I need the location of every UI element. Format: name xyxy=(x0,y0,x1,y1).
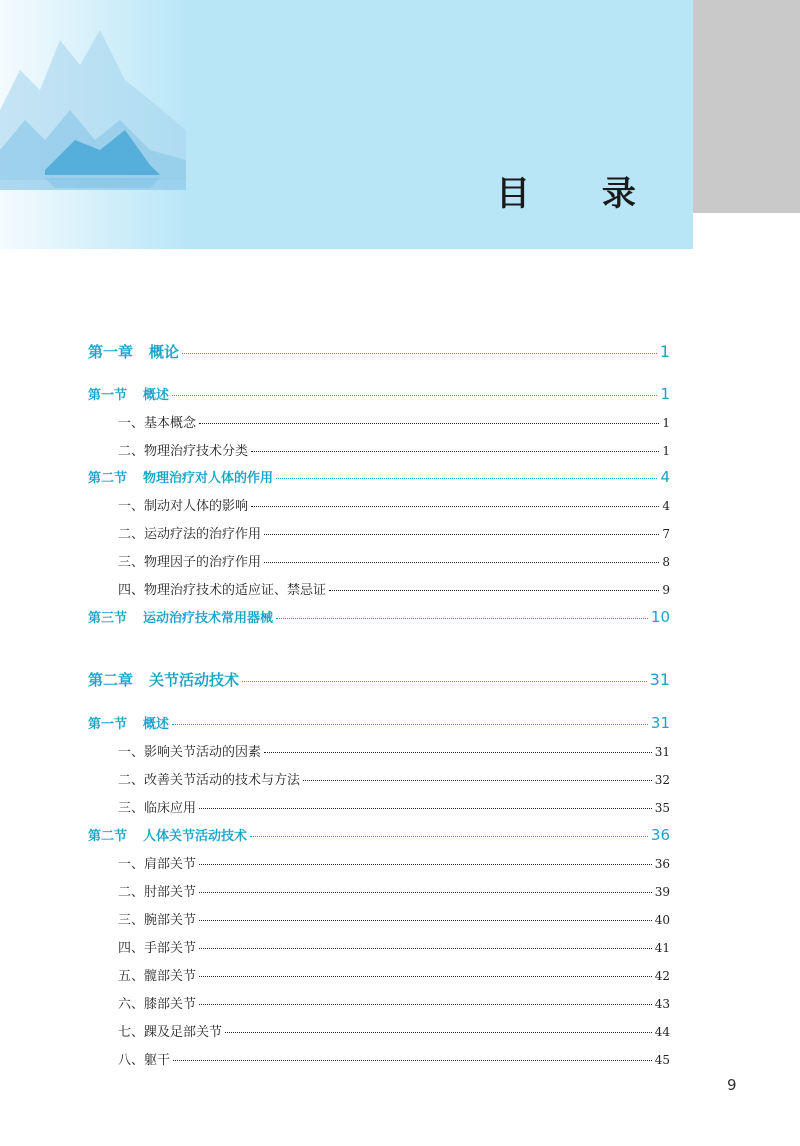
page-ref: 8 xyxy=(662,555,670,569)
page-ref: 40 xyxy=(654,913,670,927)
item-title: 七、踝及足部关节 xyxy=(118,1025,223,1040)
dot-leader xyxy=(250,836,648,837)
toc-item[interactable] xyxy=(118,741,670,760)
page-ref: 1 xyxy=(659,342,670,361)
page-ref: 4 xyxy=(662,499,670,513)
item-title: 二、物理治疗技术分类 xyxy=(118,444,249,459)
section-title: 运动治疗技术常用器械 xyxy=(143,611,274,626)
page-title: 目 录 xyxy=(496,174,666,214)
item-title: 五、髋部关节 xyxy=(118,969,197,984)
page-number: 9 xyxy=(727,1076,737,1094)
toc-item[interactable] xyxy=(118,881,670,900)
chapter-number: 第二章 xyxy=(88,671,134,689)
page-ref: 36 xyxy=(654,857,670,871)
toc-chapter-1[interactable] xyxy=(88,341,670,362)
item-title: 八、躯干 xyxy=(118,1053,171,1068)
toc-item[interactable] xyxy=(118,797,670,816)
toc-section-2-2[interactable] xyxy=(88,825,670,844)
toc-item[interactable] xyxy=(118,440,670,459)
chapter-number: 第一章 xyxy=(88,343,134,361)
page-ref: 1 xyxy=(662,444,670,458)
page-ref: 45 xyxy=(654,1053,670,1067)
page-ref: 43 xyxy=(654,997,670,1011)
dot-leader xyxy=(199,423,659,424)
page-ref: 31 xyxy=(649,670,670,689)
item-title: 六、膝部关节 xyxy=(118,997,197,1012)
section-title: 人体关节活动技术 xyxy=(143,829,248,844)
dot-leader xyxy=(276,478,657,479)
page-ref: 39 xyxy=(654,885,670,899)
item-title: 一、肩部关节 xyxy=(118,857,197,872)
item-title: 二、改善关节活动的技术与方法 xyxy=(118,773,301,788)
dot-leader xyxy=(251,506,659,507)
toc-section-1-2[interactable] xyxy=(88,467,670,486)
dot-leader xyxy=(172,724,648,725)
page-ref: 4 xyxy=(660,468,670,486)
dot-leader xyxy=(225,1032,652,1033)
section-number: 第二节 xyxy=(88,829,128,844)
section-title: 概述 xyxy=(143,388,170,403)
page-ref: 41 xyxy=(654,941,670,955)
item-title: 一、制动对人体的影响 xyxy=(118,499,249,514)
toc-item[interactable] xyxy=(118,909,670,928)
toc-section-1-1[interactable] xyxy=(88,384,670,403)
toc-item[interactable] xyxy=(118,1049,670,1068)
item-title: 四、物理治疗技术的适应证、禁忌证 xyxy=(118,583,327,598)
toc-item[interactable] xyxy=(118,551,670,570)
toc-item[interactable] xyxy=(118,412,670,431)
item-title: 一、影响关节活动的因素 xyxy=(118,745,262,760)
toc-item[interactable] xyxy=(118,579,670,598)
dot-leader xyxy=(199,920,652,921)
corner-gray-block xyxy=(693,0,800,213)
page-ref: 1 xyxy=(662,416,670,430)
toc-item[interactable] xyxy=(118,1021,670,1040)
dot-leader xyxy=(264,534,659,535)
page-ref: 36 xyxy=(650,826,670,844)
dot-leader xyxy=(199,808,652,809)
section-title: 物理治疗对人体的作用 xyxy=(143,471,274,486)
dot-leader xyxy=(172,395,657,396)
toc-section-1-3[interactable] xyxy=(88,607,670,626)
toc-item[interactable] xyxy=(118,523,670,542)
toc-item[interactable] xyxy=(118,853,670,872)
item-title: 二、肘部关节 xyxy=(118,885,197,900)
dot-leader xyxy=(303,780,652,781)
page-ref: 31 xyxy=(654,745,670,759)
dot-leader xyxy=(173,1060,652,1061)
landscape-illustration xyxy=(0,0,186,249)
dot-leader xyxy=(199,976,652,977)
dot-leader xyxy=(264,562,659,563)
dot-leader xyxy=(242,681,647,682)
header-banner xyxy=(0,0,693,249)
page-ref: 9 xyxy=(662,583,670,597)
section-number: 第一节 xyxy=(88,717,128,732)
toc-chapter-2[interactable] xyxy=(88,669,670,690)
section-title: 概述 xyxy=(143,717,170,732)
dot-leader xyxy=(199,1004,652,1005)
dot-leader xyxy=(264,752,652,753)
toc-item[interactable] xyxy=(118,769,670,788)
page-ref: 35 xyxy=(654,801,670,815)
toc-item[interactable] xyxy=(118,937,670,956)
dot-leader xyxy=(199,864,652,865)
page-ref: 1 xyxy=(660,385,670,403)
item-title: 四、手部关节 xyxy=(118,941,197,956)
page-ref: 31 xyxy=(650,714,670,732)
chapter-title: 概论 xyxy=(149,343,180,361)
toc-item[interactable] xyxy=(118,965,670,984)
page-ref: 32 xyxy=(654,773,670,787)
dot-leader xyxy=(251,451,659,452)
page-ref: 10 xyxy=(650,608,670,626)
page-ref: 42 xyxy=(654,969,670,983)
dot-leader xyxy=(182,353,657,354)
dot-leader xyxy=(199,948,652,949)
item-title: 三、物理因子的治疗作用 xyxy=(118,555,262,570)
section-number: 第二节 xyxy=(88,471,128,486)
page-ref: 44 xyxy=(654,1025,670,1039)
toc-item[interactable] xyxy=(118,993,670,1012)
dot-leader xyxy=(276,618,648,619)
item-title: 二、运动疗法的治疗作用 xyxy=(118,527,262,542)
item-title: 三、腕部关节 xyxy=(118,913,197,928)
page-ref: 7 xyxy=(662,527,670,541)
toc-section-2-1[interactable] xyxy=(88,713,670,732)
chapter-title: 关节活动技术 xyxy=(149,671,240,689)
section-number: 第一节 xyxy=(88,388,128,403)
item-title: 三、临床应用 xyxy=(118,801,197,816)
item-title: 一、基本概念 xyxy=(118,416,197,431)
toc-item[interactable] xyxy=(118,495,670,514)
dot-leader xyxy=(329,590,659,591)
section-number: 第三节 xyxy=(88,611,128,626)
dot-leader xyxy=(199,892,652,893)
